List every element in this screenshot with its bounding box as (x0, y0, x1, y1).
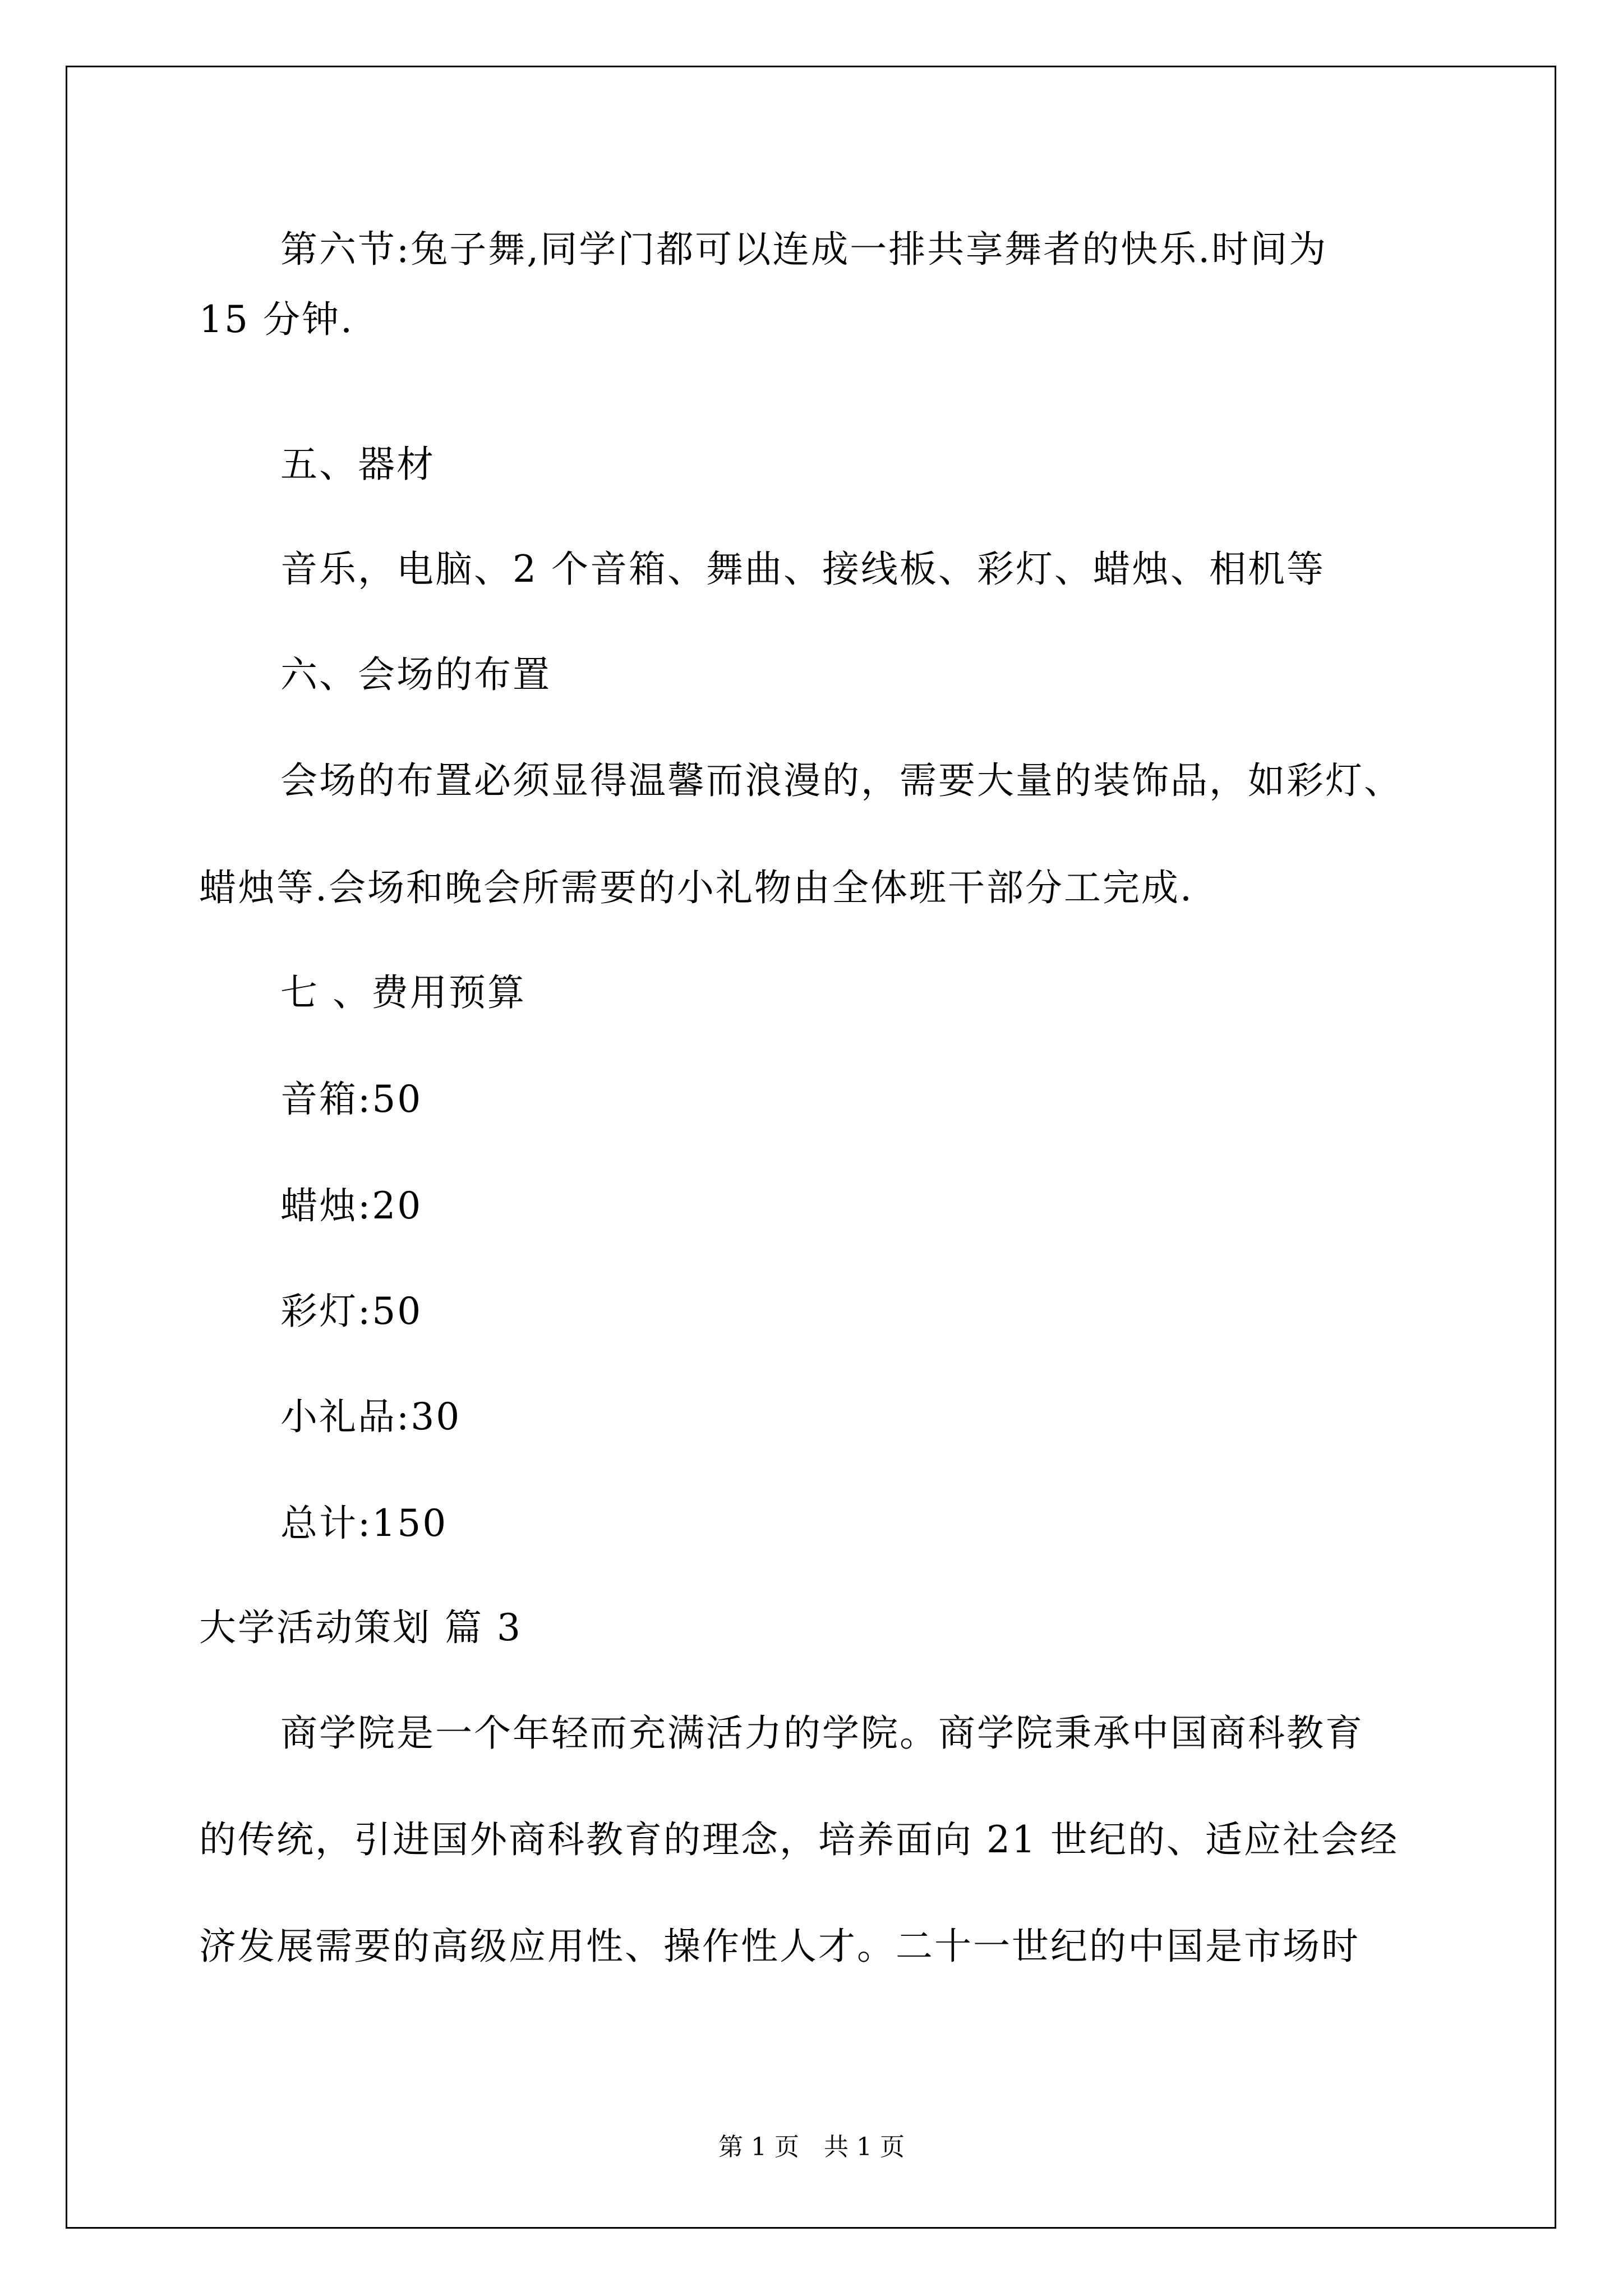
paragraph-line: 蜡烛等.会场和晚会所需要的小礼物由全体班干部分工完成. (199, 866, 1193, 909)
section-heading: 六、会场的布置 (280, 653, 551, 696)
paragraph-line: 第六节:兔子舞,同学门都可以连成一排共享舞者的快乐.时间为 (280, 228, 1328, 271)
budget-item: 彩灯:50 (280, 1290, 423, 1333)
page-border (66, 66, 1556, 2229)
paragraph-line: 商学院是一个年轻而充满活力的学院。商学院秉承中国商科教育 (280, 1711, 1364, 1755)
paragraph-line: 的传统，引进国外商科教育的理念，培养面向 21 世纪的、适应社会经 (199, 1818, 1399, 1861)
section-heading: 五、器材 (280, 443, 435, 486)
paragraph-line: 15 分钟. (199, 298, 354, 341)
page-number-footer: 第 1 页 共 1 页 (718, 2133, 905, 2161)
budget-item: 小礼品:30 (280, 1395, 462, 1438)
budget-item: 音箱:50 (280, 1078, 423, 1121)
section-heading: 七 、费用预算 (280, 971, 526, 1014)
paragraph-line: 会场的布置必须显得温馨而浪漫的，需要大量的装饰品，如彩灯、 (280, 759, 1403, 802)
budget-total: 总计:150 (280, 1502, 448, 1545)
paragraph-line: 音乐，电脑、2 个音箱、舞曲、接线板、彩灯、蜡烛、相机等 (280, 547, 1325, 591)
paragraph-line: 济发展需要的高级应用性、操作性人才。二十一世纪的中国是市场时 (199, 1925, 1360, 1968)
article-title: 大学活动策划 篇 3 (199, 1606, 522, 1649)
budget-item: 蜡烛:20 (280, 1184, 423, 1227)
